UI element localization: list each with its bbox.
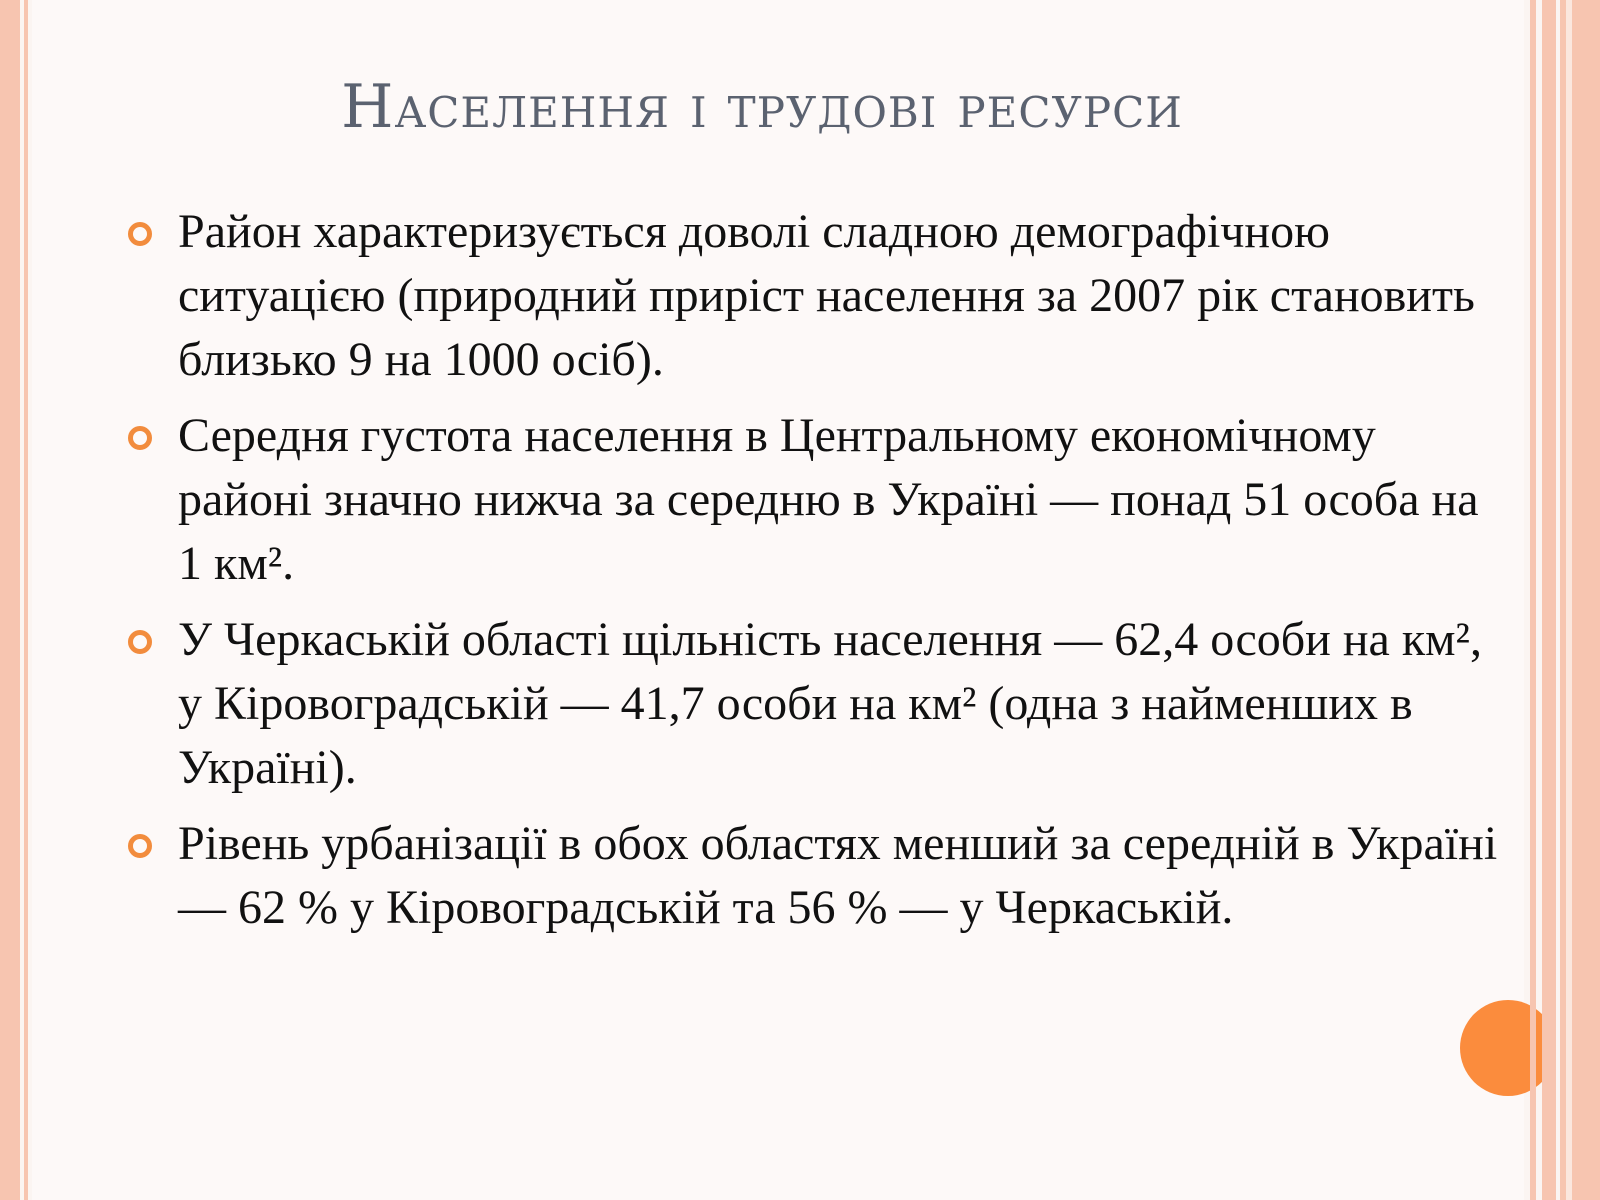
- bullet-item: [128, 200, 1508, 392]
- right-border-stripe: [1566, 0, 1572, 1200]
- bullet-text: Середня густота населення в Центральному економічному районі значно нижча за середню в Україні — понад 51 особа на 1 км².: [178, 409, 1479, 590]
- right-border-thin: [1530, 0, 1536, 1200]
- bullet-circle-icon: [128, 630, 152, 654]
- bullet-item: [128, 812, 1508, 940]
- bullet-circle-icon: [128, 426, 152, 450]
- bullet-text: Район характеризується доволі сладною демографічною ситуацією (природний приріст населення за 2007 рік становить близько 9 на 1000 осіб).: [178, 205, 1475, 386]
- bullet-list: [128, 200, 1508, 952]
- content-area: [32, 0, 1524, 1200]
- bullet-circle-icon: [128, 222, 152, 246]
- bullet-item: [128, 608, 1508, 800]
- slide-title: Населення і трудові ресурси: [341, 72, 1183, 142]
- right-border-medium: [1542, 0, 1556, 1200]
- left-border: [0, 0, 20, 1200]
- bullet-text: У Черкаській області щільність населення — 62,4 особи на км², у Кіровоградській — 41,7 особи на км² (одна з найменших в Україні).: [178, 613, 1482, 794]
- bullet-circle-icon: [128, 834, 152, 858]
- left-border-thin: [24, 0, 28, 1200]
- bullet-text: Рівень урбанізації в обох областях менший за середній в Україні — 62 % у Кіровоградській та 56 % — у Черкаській.: [178, 817, 1498, 934]
- bullet-item: [128, 404, 1508, 596]
